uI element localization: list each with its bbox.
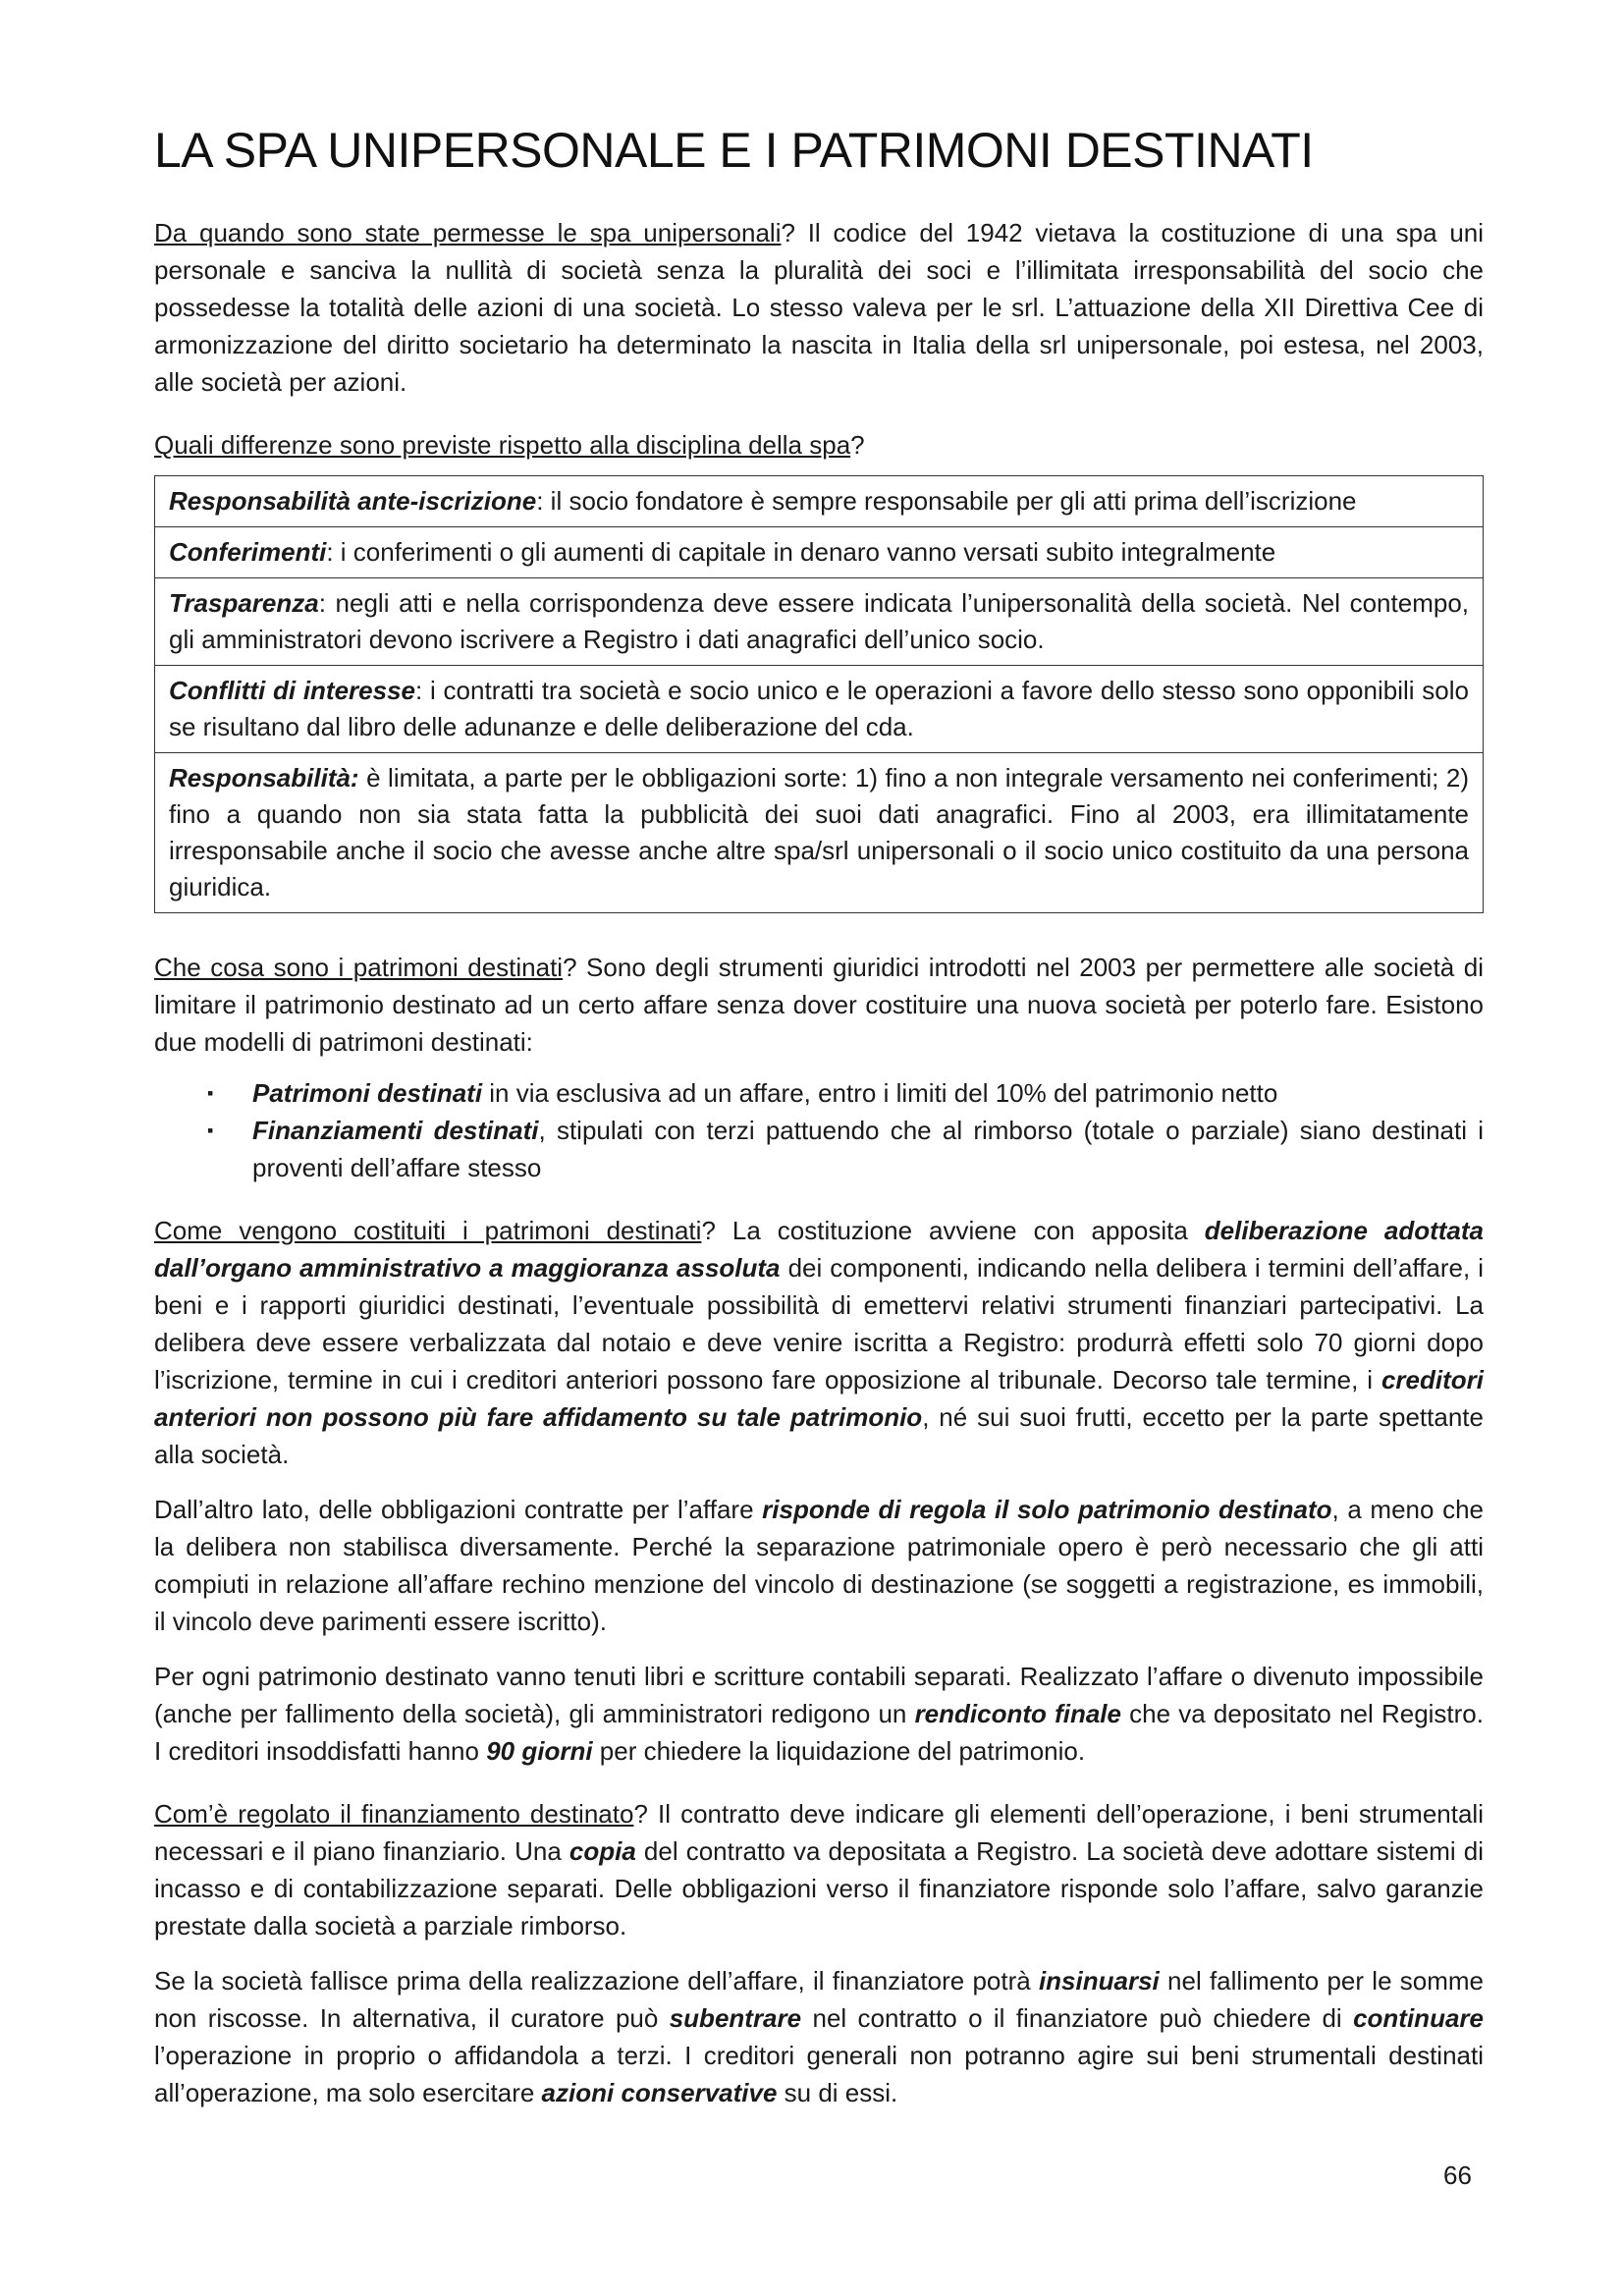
item-text: in via esclusiva ad un affare, entro i limiti del 10% del patrimonio netto [482, 1078, 1278, 1108]
paragraph-text: nel contratto o il finanziatore può chiedere di [801, 2003, 1354, 2033]
paragraph-text: , né sui suoi frutti, eccetto per la parte spettante alla società. [154, 1402, 1484, 1469]
paragraph-text: ? Il codice del 1942 vietava la costituzione di una spa uni personale e sanciva la nullità di società senza la pluralità dei soci e l’illimitata irresponsabilità del socio che possedesse la totalità delle azioni di una società. Lo stesso valeva per le srl. L’attuazione della XII Direttiva Cee di armonizzazione del diritto societario ha determinato la nascita in Italia della srl unipersonale, poi estesa, nel 2003, alle società per azioni. [154, 218, 1485, 397]
question-heading: Come vengono costituiti i patrimoni destinati [154, 1216, 702, 1245]
emphasis: creditori anteriori non possono più fare affidamento su tale patrimonio [154, 1365, 1484, 1432]
table-cell [155, 753, 1484, 913]
emphasis: continuare [1353, 2003, 1484, 2033]
paragraph-text: ? La costituzione avviene con apposita [701, 1216, 1205, 1245]
paragraph-text: l’operazione in proprio o affidandola a terzi. I creditori generali non potranno agire sui beni strumentali destinati all’operazione, ma solo esercitare [154, 2041, 1484, 2107]
table-cell [155, 476, 1484, 527]
paragraph-text: ? Sono degli strumenti giuridici introdotti nel 2003 per permettere alle società di limitare il patrimonio destinato ad un certo affare senza dover costituire una nuova società per poterlo fare. Esistono due modelli di patrimoni destinati: [154, 953, 1484, 1057]
item-text: , stipulati con terzi pattuendo che al rimborso (totale o parziale) siano destinati i proventi dell’affare stesso [252, 1116, 1484, 1182]
paragraph-text: , a meno che la delibera non stabilisca diversamente. Perché la separazione patrimoniale opero è però necessario che gli atti compiuti in relazione all’affare rechino menzione del vincolo di destinazione (se soggetti a registrazione, es immobili, il vincolo deve parimenti essere iscritto). [154, 1495, 1484, 1636]
paragraph-text: dei componenti, indicando nella delibera i termini dell’affare, i beni e i rapporti giuridici destinati, l’eventuale possibilità di emettervi relativi strumenti finanziari partecipativi. La delibera deve essere verbalizzata dal notaio e deve venire iscritta a Registro: produrrà effetti solo 70 giorni dopo l’iscrizione, termine in cui i creditori anteriori possono fare opposizione al tribunale. Decorso tale termine, i [154, 1253, 1484, 1394]
row-term: Conflitti di interesse [169, 676, 416, 705]
page-title: LA SPA UNIPERSONALE E I PATRIMONI DESTINATI [154, 123, 1314, 178]
item-term: Patrimoni destinati [252, 1078, 483, 1108]
emphasis: azioni conservative [541, 2078, 778, 2107]
paragraph-text: per chiedere la liquidazione del patrimonio. [592, 1736, 1086, 1766]
bullet-icon: ▪ [207, 1083, 214, 1103]
emphasis: rendiconto finale [914, 1699, 1121, 1728]
paragraph-text: ? Il contratto deve indicare gli elementi dell’operazione, i beni strumentali necessari e il piano finanziario. Una [154, 1799, 1484, 1866]
paragraph-text: Per ogni patrimonio destinato vanno tenuti libri e scritture contabili separati. Realizzato l’affare o divenuto impossibile (anche per fallimento della società), gli amministratori redigono un [154, 1662, 1484, 1728]
table-row [155, 753, 1484, 913]
paragraph-finanziamento [154, 1795, 1484, 1944]
paragraph-costituzione [154, 1212, 1484, 1473]
paragraph-text: del contratto va depositata a Registro. La società deve adottare sistemi di incasso e di contabilizzazione separati. Delle obbligazioni verso il finanziatore risponde solo l’affare, salvo garanzie prestate dalla società a parziale rimborso. [154, 1836, 1484, 1941]
row-term: Responsabilità: [169, 763, 359, 793]
question-heading: Che cosa sono i patrimoni destinati [154, 953, 564, 982]
table-row [155, 527, 1484, 578]
question-heading: Da quando sono state permesse le spa unipersonali [154, 218, 782, 247]
table-cell [155, 666, 1484, 753]
emphasis: risponde di regola il solo patrimonio destinato [762, 1495, 1332, 1524]
page-number: 66 [1443, 2160, 1472, 2190]
table-cell [155, 527, 1484, 578]
emphasis: copia [568, 1836, 636, 1866]
paragraph-patrimoni-destinati [154, 949, 1484, 1061]
list-item [154, 1074, 1484, 1112]
paragraph-text: Se la società fallisce prima della realizzazione dell’affare, il finanziatore potrà [154, 1966, 1039, 1995]
paragraph-text: Dall’altro lato, delle obbligazioni contratte per l’affare [154, 1495, 763, 1524]
paragraph-text: nel fallimento per le somme non riscosse. In alternativa, il curatore può [154, 1966, 1485, 2033]
emphasis: subentrare [669, 2003, 802, 2033]
row-term: Trasparenza [169, 588, 319, 618]
bullet-icon: ▪ [207, 1121, 214, 1140]
row-term: Responsabilità ante-iscrizione [169, 486, 537, 516]
row-text: : negli atti e nella corrispondenza deve essere indicata l’unipersonalità della società. Nel contempo, gli amministratori devono iscrivere a Registro i dati anagrafici dell’unico socio. [169, 588, 1469, 654]
emphasis: 90 giorni [486, 1736, 593, 1766]
table-row [155, 578, 1484, 666]
table-row [155, 666, 1484, 753]
emphasis: deliberazione adottata dall’organo amministrativo a maggioranza assoluta [154, 1216, 1485, 1283]
paragraph-differenze [154, 426, 1484, 464]
row-text: : i conferimenti o gli aumenti di capitale in denaro vanno versati subito integralmente [326, 537, 1276, 567]
question-heading: Quali differenze sono previste rispetto alla disciplina della spa [154, 430, 851, 460]
row-term: Conferimenti [169, 537, 327, 567]
paragraph-fallimento [154, 1962, 1484, 2111]
table-cell [155, 578, 1484, 666]
paragraph-text: ? [850, 430, 865, 460]
document-page [154, 120, 1484, 2111]
paragraph-text: su di essi. [777, 2078, 898, 2107]
list-item [154, 1112, 1484, 1186]
question-heading: Com’è regolato il finanziamento destinato [154, 1799, 634, 1829]
differences-table [154, 475, 1484, 913]
row-text: è limitata, a parte per le obbligazioni sorte: 1) fino a non integrale versamento nei conferimenti; 2) fino a quando non sia stata fatta la pubblicità dei suoi dati anagrafici. Fino al 2003, era illimitatamente irresponsabile anche il socio che avesse anche altre spa/srl unipersonali o il socio unico costituito da una persona giuridica. [169, 763, 1469, 902]
item-term: Finanziamenti destinati [252, 1116, 539, 1145]
row-text: : i contratti tra società e socio unico e le operazioni a favore dello stesso sono opponibili solo se risultano dal libro delle adunanze e delle deliberazione del cda. [169, 676, 1469, 741]
paragraph-rendiconto [154, 1658, 1484, 1770]
paragraph-spa-unipersonali [154, 214, 1484, 401]
bullet-list [154, 1074, 1484, 1186]
table-row [155, 476, 1484, 527]
paragraph-obbligazioni [154, 1491, 1484, 1640]
emphasis: insinuarsi [1038, 1966, 1160, 1995]
paragraph-text: che va depositato nel Registro. I creditori insoddisfatti hanno [154, 1699, 1484, 1766]
row-text: : il socio fondatore è sempre responsabile per gli atti prima dell’iscrizione [536, 486, 1357, 516]
